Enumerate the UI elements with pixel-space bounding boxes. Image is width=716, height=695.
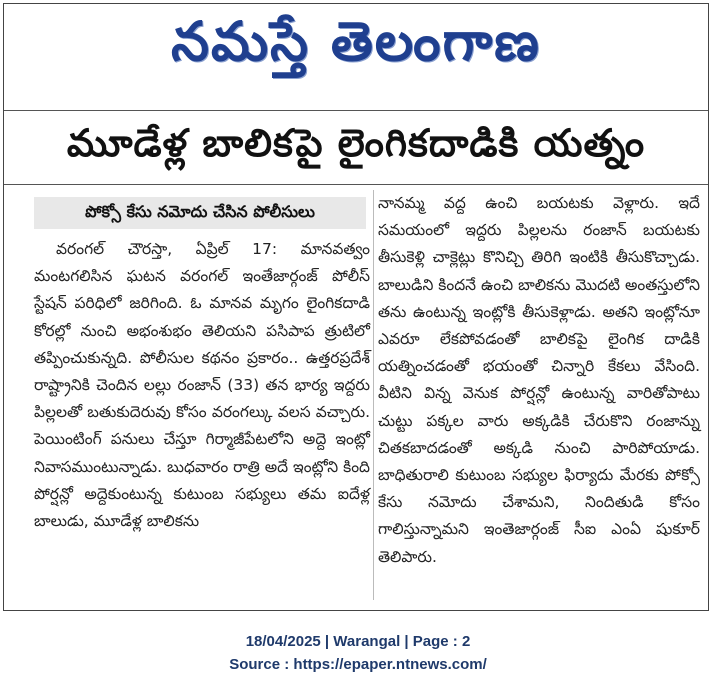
- footer-source-line: Source : https://epaper.ntnews.com/: [229, 656, 487, 673]
- footer: [0, 630, 716, 676]
- footer-date-line: 18/04/2025 | Warangal | Page : 2: [245, 633, 471, 650]
- article-column-1: [34, 236, 370, 535]
- newspaper-clipping: [3, 3, 709, 611]
- article-column-2: [378, 190, 700, 571]
- column-divider: [373, 190, 374, 600]
- subheading-text: పోక్సో కేసు నమోదు చేసిన పోలీసులు: [85, 201, 315, 221]
- masthead-title: నమస్తే తెలంగాణ: [171, 9, 541, 73]
- column-1-text: వరంగల్ చౌరస్తా, ఏప్రిల్ 17: మానవత్వం మంటగలిసిన ఘటన వరంగల్ ఇంతేజార్గంజ్ పోలీస్ స్టేషన్ పరిధిలో జరిగింది. ఓ మానవ మృగం లైంగికదాడి కోరల్లో నుంచి అభంశుభం తెలియని పసిపాప త్రుటిలో తప్పించుకున్నది. పోలీసుల కథనం ప్రకారం.. ఉత్తరప్రదేశ్ రాష్ట్రానికి చెందిన లల్లు రంజాన్ (33) తన భార్య ఇద్దరు పిల్లలతో బతుకుదెరువు కోసం వరంగల్కు వలస వచ్చారు. పెయింటింగ్ పనులు చేస్తూ గిర్మాజీపేటలోని అద్దె ఇంట్లో నివాసముంటున్నాడు. బుధవారం రాత్రి అదే ఇంట్లోని కింది పోర్షన్లో అద్దెకుంటున్న కుటుంబ సభ్యులు తమ ఐదేళ్ల బాలుడు, మూడేళ్ల బాలికను: [34, 240, 370, 531]
- masthead: [4, 4, 708, 92]
- column-2-text: నానమ్మ వద్ద ఉంచి బయటకు వెళ్లారు. ఇదే సమయంలో ఇద్దరు పిల్లలను రంజాన్ బయటకు తీసుకెళ్లి చాక్లెట్లు కొనిచ్చి తిరిగి ఇంటికి తీసుకొచ్చాడు. బాలుడిని కిందనే ఉంచి బాలికను మొదటి అంతస్తులోని తను ఉంటున్న ఇంట్లోకి తీసుకెళ్లాడు. అతని ఇంట్లోనూ ఎవరూ లేకపోవడంతో బాలికపై లైంగిక దాడికి యత్నించడంతో భయంతో చిన్నారి కేకలు వేసింది. వీటిని విన్న వెనుక పోర్షన్లో ఉంటున్న వారితోపాటు చుట్టు పక్కల వారు అక్కడికి చేరుకొని రంజాన్ను చితకబాదడంతో అక్కడి నుంచి పారిపోయాడు. బాధితురాలి కుటుంబ సభ్యుల ఫిర్యాదు మేరకు పోక్సో కేసు నమోదు చేశామని, నిందితుడి కోసం గాలిస్తున్నామని ఇంతెజార్గంజ్ సీఐ ఎంఏ షుకూర్ తెలిపారు.: [378, 194, 700, 566]
- article-subheading: [34, 197, 366, 229]
- article-headline: [4, 114, 708, 182]
- divider: [4, 184, 708, 185]
- headline-text: మూడేళ్ల బాలికపై లైంగికదాడికి యత్నం: [66, 121, 646, 165]
- divider: [4, 110, 708, 111]
